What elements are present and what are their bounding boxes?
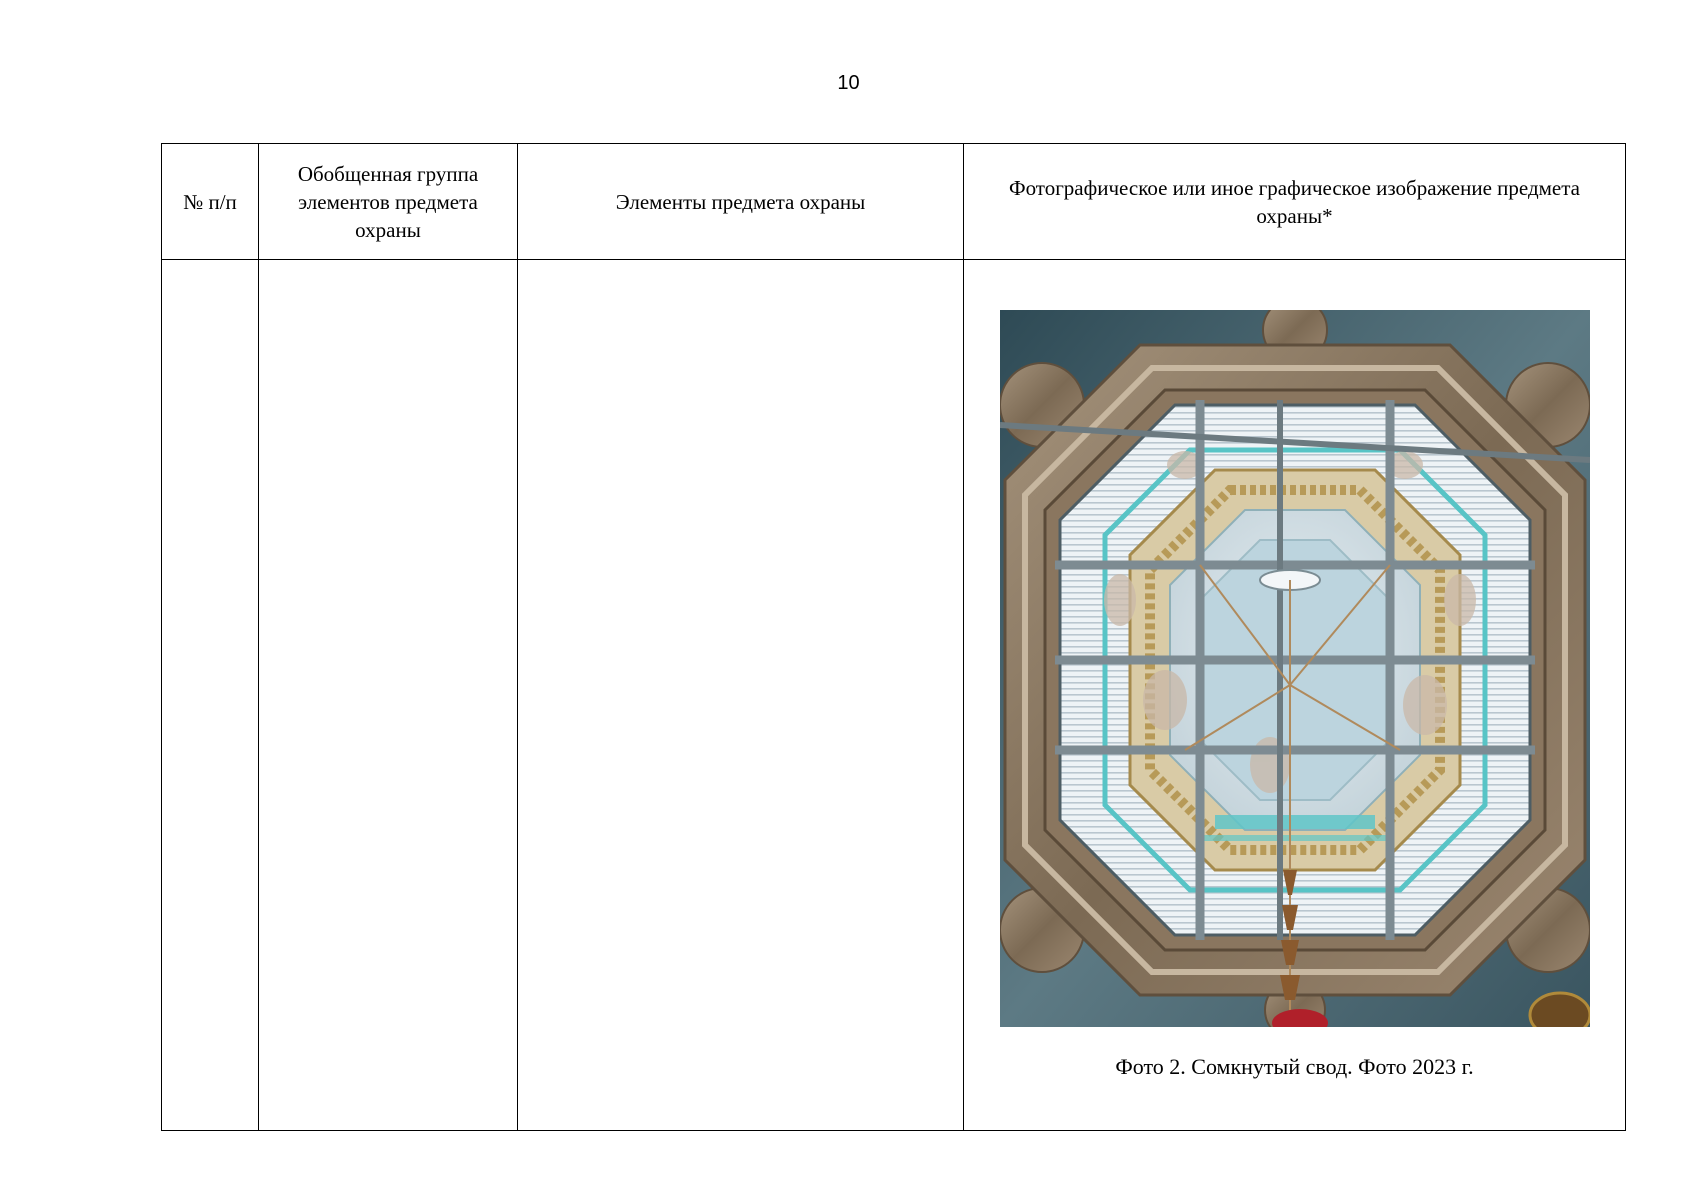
header-number: № п/п [162, 144, 259, 260]
header-elements: Элементы предмета охраны [518, 144, 964, 260]
header-photo: Фотографическое или иное графическое изображение предмета охраны* [964, 144, 1626, 260]
photo-caption: Фото 2. Сомкнутый свод. Фото 2023 г. [1115, 1054, 1474, 1079]
cell-elements [518, 260, 964, 1131]
cell-photo [964, 260, 1626, 1131]
cell-group [259, 260, 518, 1131]
table-header-row [162, 144, 1626, 260]
table-row [162, 260, 1626, 1131]
vault-photo [1000, 310, 1590, 1027]
header-group: Обобщенная группа элементов предмета охраны [259, 144, 518, 260]
protection-table [161, 143, 1626, 1131]
page-number: 10 [837, 72, 860, 94]
cell-number [162, 260, 259, 1131]
